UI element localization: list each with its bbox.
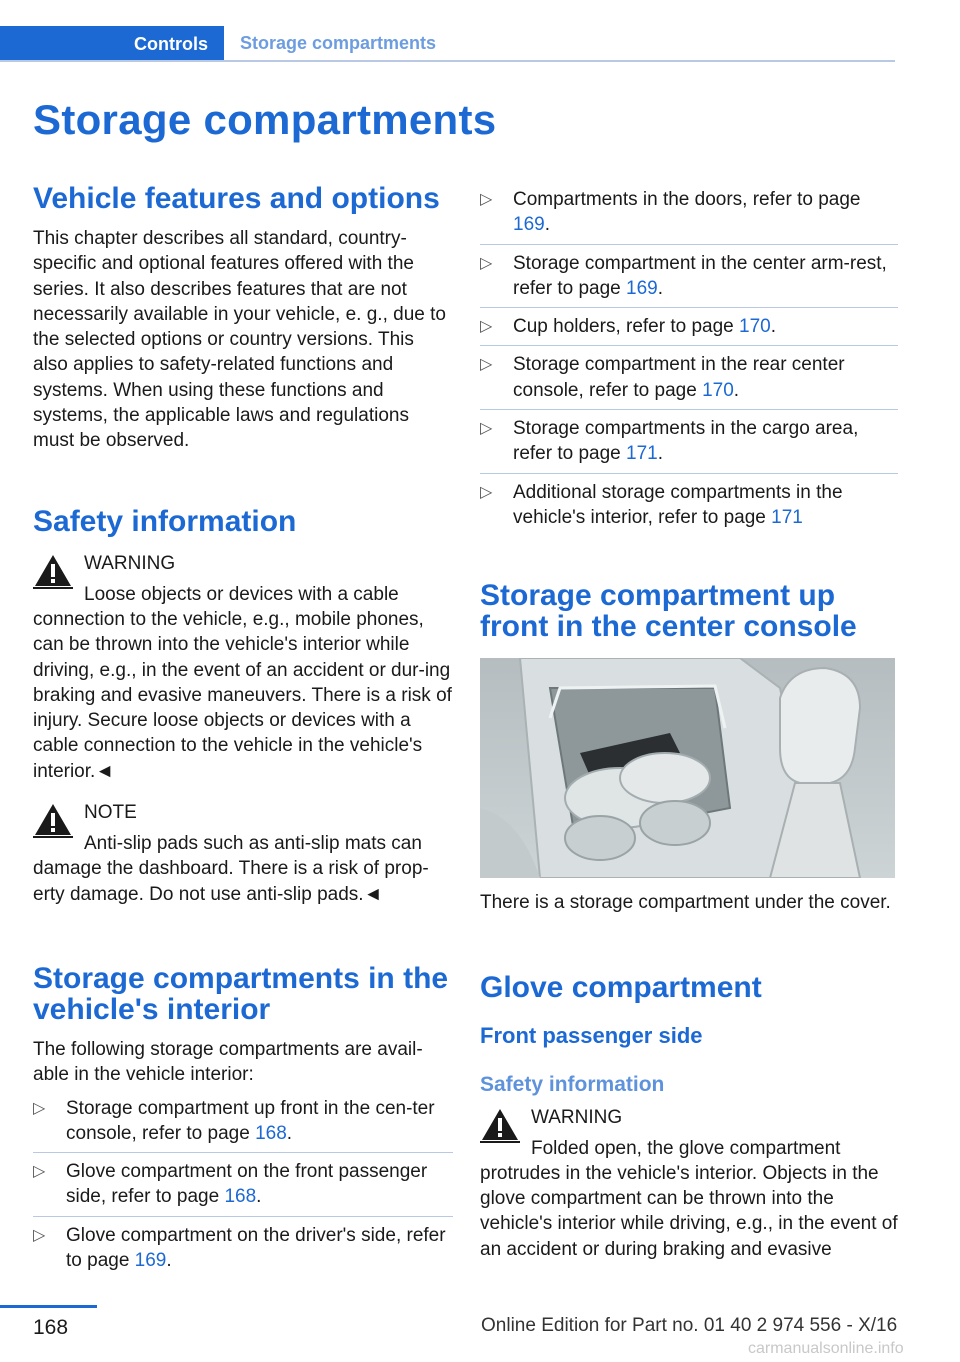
edition-text: Online Edition for Part no. 01 40 2 974 556 - X/16 <box>481 1315 898 1336</box>
triangle-right-icon: ▷ <box>480 254 493 272</box>
list-item: ▷ Cup holders, refer to page 170. <box>480 314 898 346</box>
left-column <box>33 183 453 1273</box>
page-link[interactable]: 171 <box>771 506 803 528</box>
page-link[interactable]: 168 <box>255 1122 287 1144</box>
page-title: Storage compartments <box>33 96 497 143</box>
warning-triangle-icon <box>33 553 73 589</box>
glove-safety-heading: Safety information <box>480 1072 665 1096</box>
chapter-tab-label: Controls <box>134 33 208 54</box>
features-text: This chapter describes all standard, country-specific and optional features offered with the series. It also describes features that are not necessarily available in your vehicle, e. g., due to the selected options or country versions. This also applies to safety-related functions and systems. When using these functions and systems, the applicable laws and regulations must be observed. <box>33 228 446 452</box>
warning-text-first: Loose objects or devices with a cable <box>84 583 399 605</box>
triangle-right-icon: ▷ <box>33 1163 46 1181</box>
features-heading: Vehicle features and options <box>33 182 440 215</box>
chapter-tab[interactable] <box>0 26 224 62</box>
page-link[interactable]: 170 <box>739 316 771 338</box>
warning-triangle-icon <box>480 1107 520 1143</box>
interior-list <box>33 1096 453 1274</box>
list-item: ▷ Storage compartment in the rear center console, refer to page 170. <box>480 352 898 410</box>
list-item: ▷ Glove compartment on the front passenger side, refer to page 168. <box>33 1159 453 1217</box>
note-title: NOTE <box>84 802 137 824</box>
glove-warning-first: Folded open, the glove compartment <box>531 1137 841 1159</box>
glove-subheading: Front passenger side <box>480 1022 703 1048</box>
footer-rule <box>0 1305 97 1308</box>
note-text-first: Anti-slip pads such as anti-slip mats can <box>84 833 422 855</box>
glove-heading: Glove compartment <box>480 970 762 1004</box>
interior-intro: The following storage compartments are avail-able in the vehicle interior: <box>33 1038 423 1086</box>
warning-text-rest: connection to the vehicle, e.g., mobile phones, can be thrown into the vehicle's interior while driving, e.g., in the event of an accident or dur-ing braking and evasive maneuvers. There is a risk of injury. Secure loose objects or devices with a cable connection to the vehicle in the vehicle's interior.◄ <box>33 608 452 782</box>
section-tab-label: Storage compartments <box>240 32 437 53</box>
page-link[interactable]: 169 <box>626 277 658 299</box>
list-item: ▷ Compartments in the doors, refer to page 169. <box>480 187 898 245</box>
page-link[interactable]: 169 <box>513 214 545 236</box>
interior-list-continued <box>480 187 898 530</box>
interior-heading: Storage compartments in the vehicle's interior <box>33 961 449 1026</box>
page-link[interactable]: 170 <box>702 379 734 401</box>
list-item: ▷ Glove compartment on the driver's side, refer to page 169. <box>33 1224 446 1272</box>
warning-title: WARNING <box>84 552 176 574</box>
note-triangle-icon <box>33 802 73 838</box>
list-item: ▷ Storage compartments in the cargo area, refer to page 171. <box>480 416 898 474</box>
warning-block <box>33 551 453 784</box>
glove-warning-block <box>480 1105 898 1262</box>
page-link[interactable]: 168 <box>224 1186 257 1208</box>
console-caption: There is a storage compartment under the cover. <box>480 892 891 914</box>
list-item: ▷ Additional storage compartments in the vehicle's interior, refer to page 171 <box>480 481 843 528</box>
triangle-right-icon: ▷ <box>33 1226 46 1244</box>
header-rule <box>0 60 895 62</box>
triangle-right-icon: ▷ <box>480 318 493 336</box>
note-block <box>33 800 453 907</box>
list-item: ▷ Storage compartment up front in the cen-ter console, refer to page 168. <box>33 1096 453 1154</box>
page-number: 168 <box>33 1316 69 1339</box>
page-link[interactable]: 171 <box>626 443 658 465</box>
triangle-right-icon: ▷ <box>480 483 493 501</box>
triangle-right-icon: ▷ <box>33 1099 46 1117</box>
page-link[interactable]: 169 <box>134 1250 167 1272</box>
triangle-right-icon: ▷ <box>480 356 493 374</box>
triangle-right-icon: ▷ <box>480 191 493 208</box>
console-illustration <box>480 658 895 878</box>
list-item: ▷ Storage compartment in the center arm-rest, refer to page 169. <box>480 251 898 309</box>
console-heading: Storage compartment up front in the center console <box>480 579 857 644</box>
safety-heading: Safety information <box>33 504 297 538</box>
note-text-rest: damage the dashboard. There is a risk of prop-erty damage. Do not use anti-slip pads.◄ <box>33 858 429 905</box>
watermark: carmanualsonline.info <box>748 1340 904 1357</box>
triangle-right-icon: ▷ <box>480 420 493 438</box>
section-tab[interactable] <box>240 26 436 60</box>
right-column <box>480 183 898 1262</box>
glove-warning-title: WARNING <box>531 1106 623 1128</box>
glove-warning-rest: protrudes in the vehicle's interior. Objects in the glove compartment can be thrown into the vehicle's interior while driving, e.g., in the event of an accident or during braking and evasive <box>480 1162 898 1260</box>
